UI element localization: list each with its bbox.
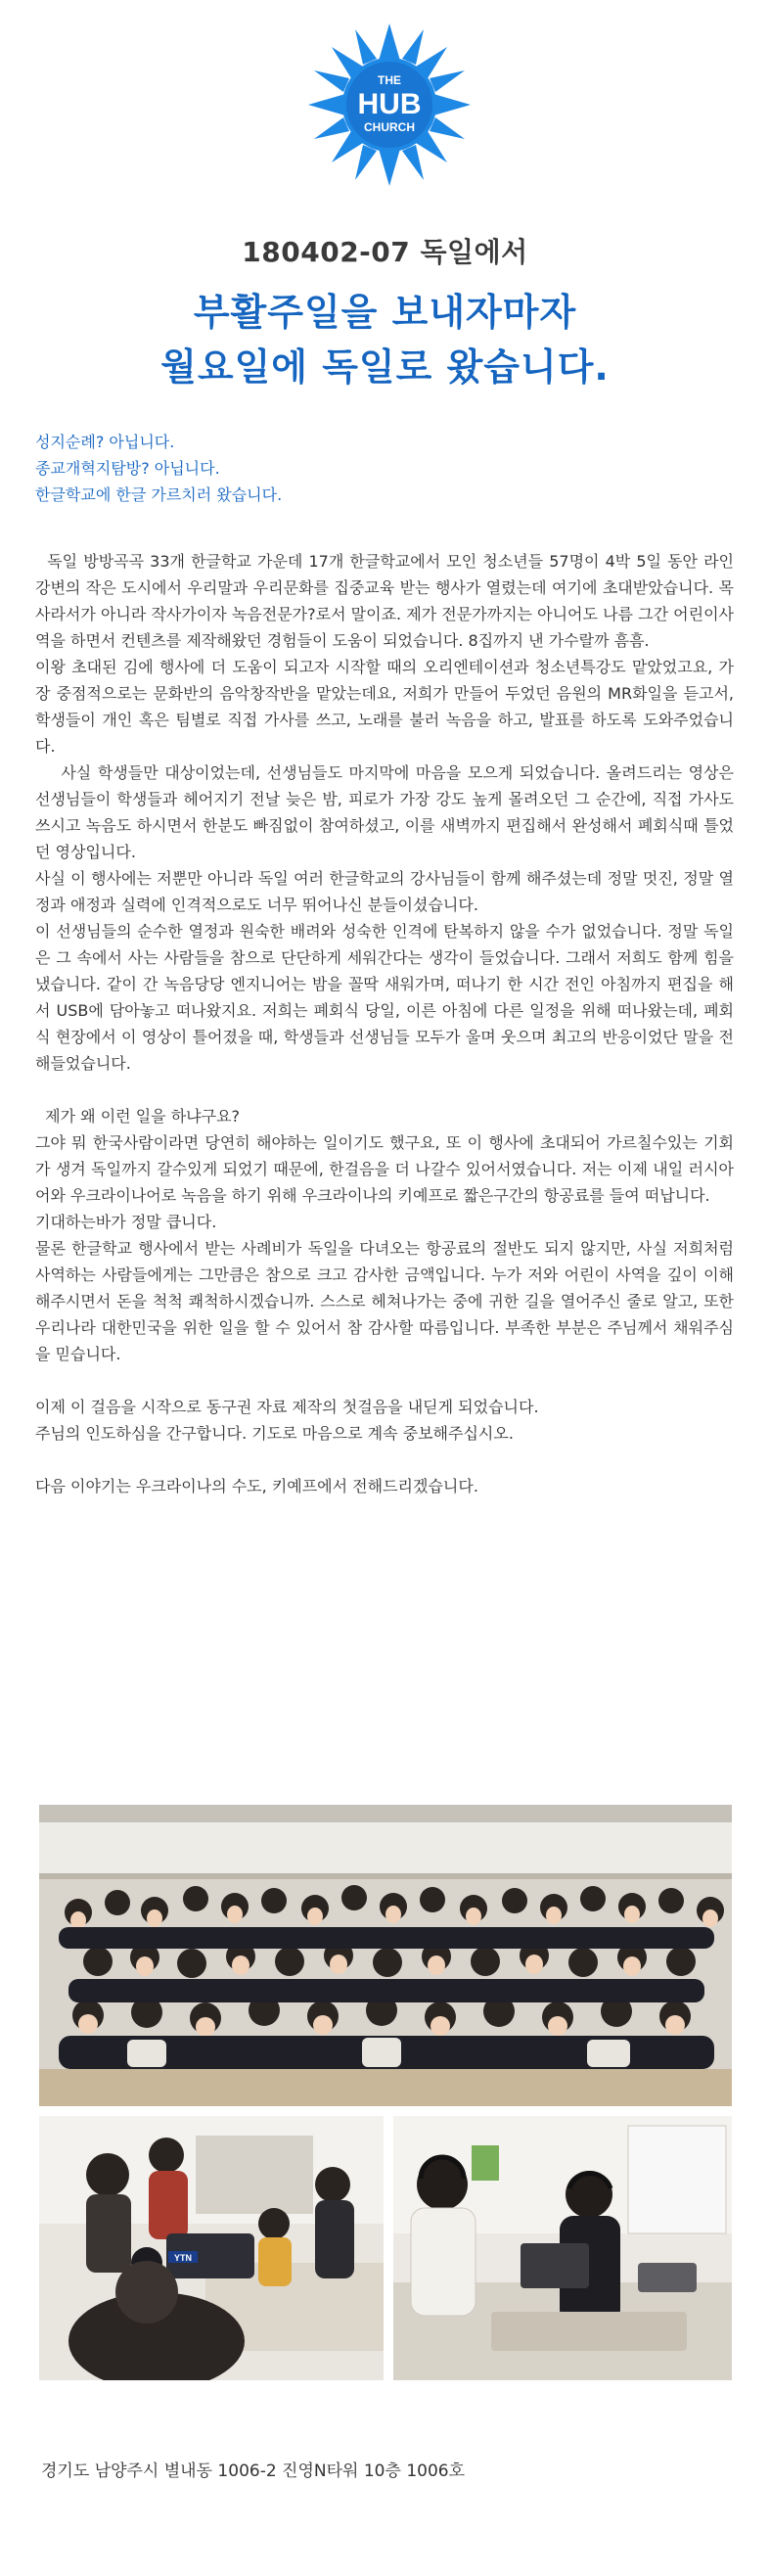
paragraph: 이왕 초대된 김에 행사에 더 도움이 되고자 시작할 때의 오리엔테이션과 청소년특강도 맡았었고요, 가장 중점적으로는 문화반의 음악창작반을 맡았는데요, 저희가 만들어 두었던 음원의 MR화일을 듣고서, 학생들이 개인 혹은 팀별로 직접 가사를 쓰고, 노래를 불러 녹음을 하고, 발표를 하도록 도와주었습니다.: [35, 658, 734, 756]
headline-line-1: 부활주일을 보내자마자: [193, 291, 577, 334]
recording-photo-right: [393, 2116, 732, 2380]
intro-block: [35, 429, 740, 508]
paragraph: 물론 한글학교 행사에서 받는 사례비가 독일을 다녀오는 항공료의 절반도 되지 않지만, 사실 저희처럼 사역하는 사람들에게는 그만큼은 참으로 크고 감사한 금액입니다. 누가 저와 어린이 사역을 깊이 이해해주시면서 돈을 척척 쾌척하시겠습니까. 스스로 헤쳐나가는 중에 귀한 길을 열어주신 줄로 알고, 또한 우리나라 대한민국을 위한 일을 할 수 있어서 참 감사할 따름입니다. 부족한 부분은 주님께서 채워주심을 믿습니다.: [35, 1239, 734, 1363]
ytn-camera-logo: YTN: [174, 2253, 192, 2263]
paragraph: 사실 학생들만 대상이었는데, 선생님들도 마지막에 마음을 모으게 되었습니다. 올려드리는 영상은 선생님들이 학생들과 헤어지기 전날 늦은 밤, 피로가 가장 강도 높게 몰려오던 그 순간에, 직접 가사도 쓰시고 녹음도 하시면서 한분도 빠짐없이 참여하셨고, 이를 새벽까지 편집해서 완성해서 폐회식때 틀었던 영상입니다.: [35, 763, 740, 861]
footer-address: 경기도 남양주시 별내동 1006-2 진영N타워 10층 1006호: [41, 2461, 466, 2481]
intro-line: 종교개혁지탐방? 아닙니다.: [35, 459, 220, 478]
paragraph: 그야 뭐 한국사람이라면 당연히 해야하는 일이기도 했구요, 또 이 행사에 초대되어 가르칠수있는 기회가 생겨 독일까지 갈수있게 되었기 때문에, 한걸음을 더 나갈수 있어서였습니다. 저는 이제 내일 러시아어와 우크라이나어로 녹음을 하기 위해 우크라이나의 키예프로 짧은구간의 항공료를 들여 떠납니다.: [35, 1133, 734, 1205]
group-photo: [39, 1805, 732, 2106]
logo-line-3: CHURCH: [364, 120, 415, 134]
article-body: [35, 548, 740, 1499]
paragraph: 주님의 인도하심을 간구합니다. 기도로 마음으로 계속 중보해주십시오.: [35, 1424, 514, 1443]
headline-line-2: 월요일에 독일로 왔습니다.: [160, 345, 610, 389]
paragraph: 사실 이 행사에는 저뿐만 아니라 독일 여러 한글학교의 강사님들이 함께 해주셨는데 정말 멋진, 정말 열정과 애정과 실력에 인격적으로도 너무 뛰어나신 분들이셨습니다.: [35, 869, 734, 914]
paragraph: 이제 이 걸음을 시작으로 동구권 자료 제작의 첫걸음을 내딛게 되었습니다.: [35, 1398, 539, 1416]
paragraph: 제가 왜 이런 일을 하냐구요?: [35, 1107, 241, 1126]
recording-photo-left: [39, 2116, 384, 2380]
sunburst-logo-icon: [306, 22, 473, 188]
paragraph: 이 선생님들의 순수한 열정과 원숙한 배려와 성숙한 인격에 탄복하지 않을 수가 없었습니다. 정말 독일은 그 속에서 사는 사람들을 참으로 단단하게 세워간다는 생각이 들었습니다. 그래서 저희도 함께 힘을 냈습니다. 같이 간 녹음당당 엔지니어는 밤을 꼴딱 새워가며, 떠나기 한 시간 전인 아침까지 편집을 해서 USB에 담아놓고 떠나왔지요. 저희는 폐회식 당일, 이른 아침에 다른 일정을 위해 떠나왔는데, 폐회식 현장에서 이 영상이 틀어졌을 때, 학생들과 선생님들 모두가 울며 웃으며 최고의 반응이었단 말을 전해들었습니다.: [35, 922, 734, 1073]
paragraph: 다음 이야기는 우크라이나의 수도, 키예프에서 전해드리겠습니다.: [35, 1477, 478, 1495]
church-logo: [306, 22, 473, 188]
paragraph: 독일 방방곡곡 33개 한글학교 가운데 17개 한글학교에서 모인 청소년들 57명이 4박 5일 동안 라인강변의 작은 도시에서 우리말과 우리문화를 집중교육 받는 행사가 열렸는데 여기에 초대받았습니다. 목사라서가 아니라 작사가이자 녹음전문가?로서 말이죠. 제가 전문가까지는 아니어도 나름 그간 어린이사역을 하면서 컨텐츠를 제작해왔던 경험들이 도움이 되었습니다. 8집까지 낸 가수랄까 흠흠.: [35, 552, 735, 650]
paragraph: 기대하는바가 정말 큽니다.: [35, 1213, 217, 1231]
intro-line: 성지순례? 아닙니다.: [35, 433, 175, 451]
logo-line-2: HUB: [357, 88, 422, 120]
logo-line-1: THE: [378, 73, 401, 87]
intro-line: 한글학교에 한글 가르치러 왔습니다.: [35, 485, 283, 504]
date-location-heading: 180402-07 독일에서: [242, 236, 528, 268]
